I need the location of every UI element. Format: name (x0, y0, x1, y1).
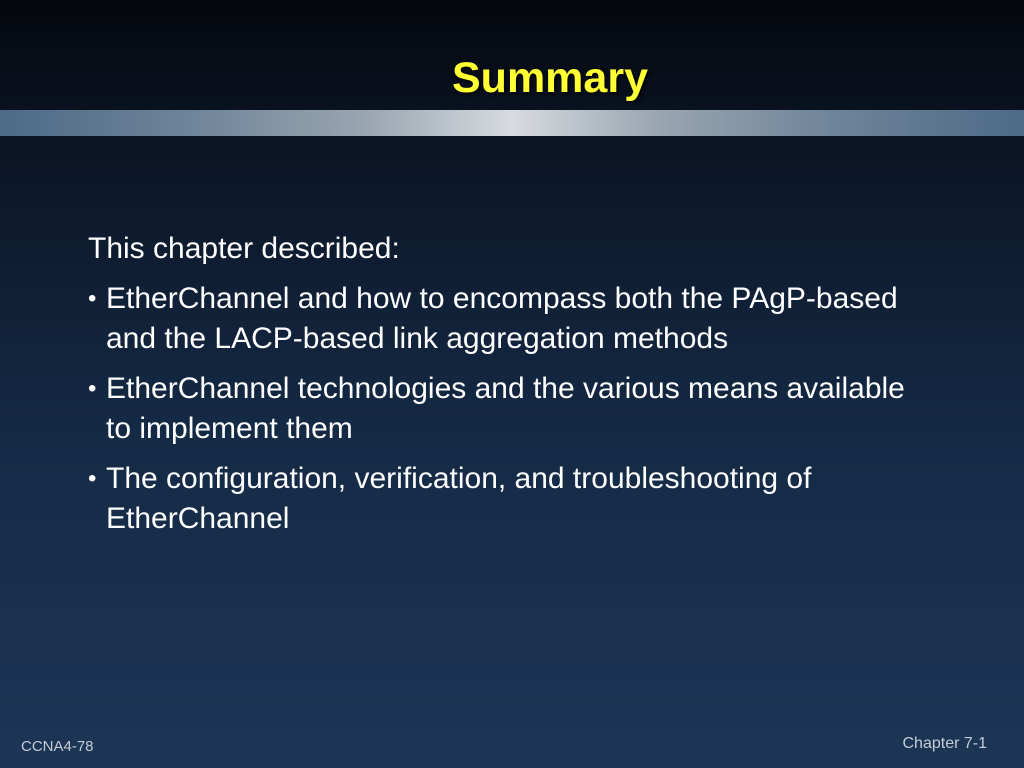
title-underline-bar (0, 110, 1024, 136)
slide-title: Summary (452, 54, 648, 102)
bullet-text: EtherChannel technologies and the various means available to implement them (106, 372, 905, 445)
bullet-icon: • (88, 285, 97, 312)
intro-text: This chapter described: (88, 232, 400, 265)
bullet-list (88, 279, 938, 539)
bullet-text: The configuration, verification, and troubleshooting of EtherChannel (106, 462, 812, 535)
bullet-text: EtherChannel and how to encompass both the PAgP-based and the LACP-based link aggregation methods (106, 282, 898, 355)
bullet-item (88, 459, 938, 539)
bullet-item (88, 369, 938, 449)
bullet-item (88, 279, 938, 359)
footer-course-code: CCNA4-78 (21, 738, 94, 755)
footer-chapter-page: Chapter 7-1 (902, 735, 987, 752)
bullet-icon: • (88, 375, 97, 402)
slide-body (88, 229, 938, 549)
bullet-icon: • (88, 465, 97, 492)
